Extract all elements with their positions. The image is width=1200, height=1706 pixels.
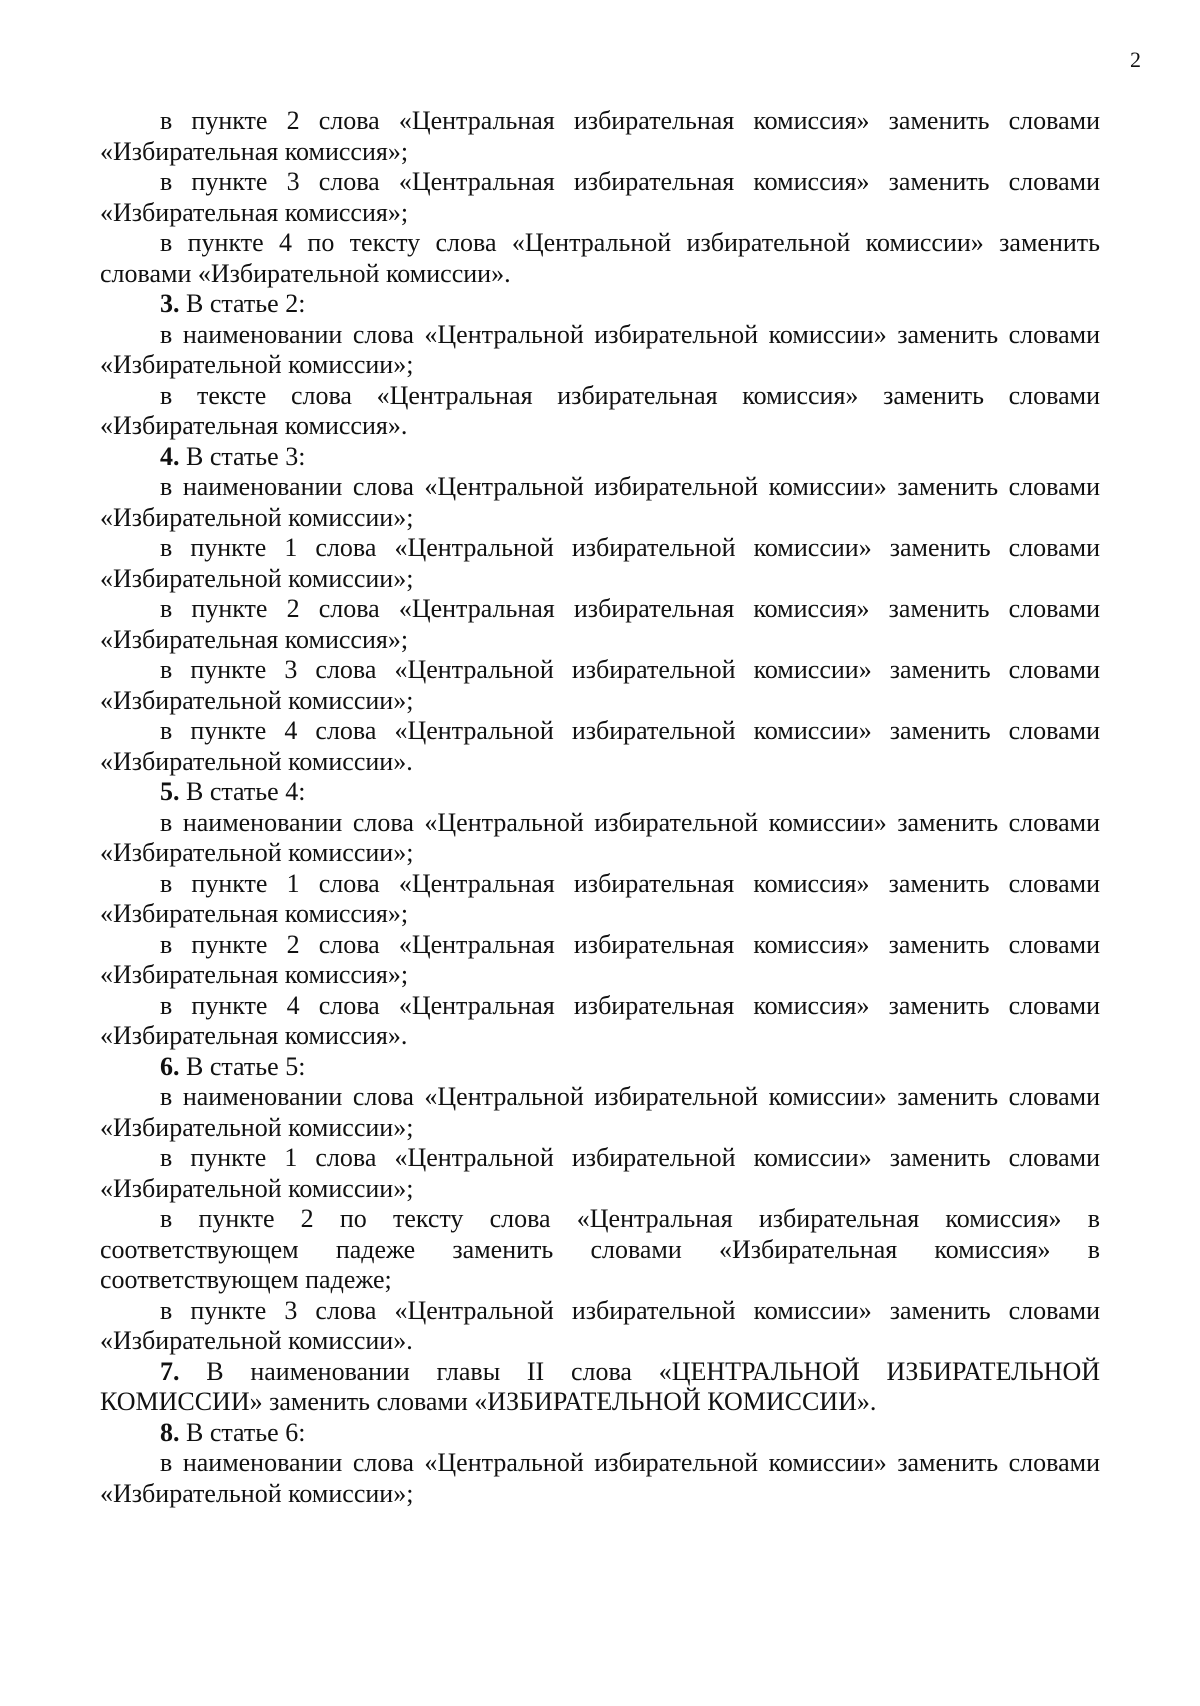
paragraph: в наименовании слова «Центральной избирательной комиссии» заменить словами «Избирательной комиссии»; xyxy=(100,1082,1100,1142)
paragraph: в наименовании слова «Центральной избирательной комиссии» заменить словами «Избирательной комиссии»; xyxy=(100,319,1100,379)
paragraph: в наименовании слова «Центральной избирательной комиссии» заменить словами «Избирательной комиссии»; xyxy=(100,472,1100,532)
paragraph: в пункте 3 слова «Центральной избирательной комиссии» заменить словами «Избирательной комиссии». xyxy=(100,1295,1100,1355)
paragraph: в тексте слова «Центральная избирательная комиссия» заменить словами «Избирательная комиссия». xyxy=(100,380,1100,440)
page-number: 2 xyxy=(1130,47,1141,72)
section-heading: 6. В статье 5: xyxy=(160,1051,306,1081)
paragraph: в пункте 2 слова «Центральная избирательная комиссия» заменить словами «Избирательная комиссия»; xyxy=(100,594,1100,654)
section-number: 3. xyxy=(160,289,180,318)
section-heading: 4. В статье 3: xyxy=(160,441,306,471)
paragraph: в пункте 1 слова «Центральной избирательной комиссии» заменить словами «Избирательной комиссии»; xyxy=(100,1143,1100,1203)
paragraph: в пункте 4 слова «Центральная избирательная комиссия» заменить словами «Избирательная комиссия». xyxy=(100,990,1100,1050)
paragraph: в пункте 4 слова «Центральной избирательной комиссии» заменить словами «Избирательной комиссии». xyxy=(100,716,1100,776)
paragraph: 7. В наименовании главы II слова «ЦЕНТРАЛЬНОЙ ИЗБИРАТЕЛЬНОЙ КОМИССИИ» заменить словами «ИЗБИРАТЕЛЬНОЙ КОМИССИИ». xyxy=(100,1356,1100,1416)
paragraph: в пункте 3 слова «Центральная избирательная комиссия» заменить словами «Избирательная комиссия»; xyxy=(100,167,1100,227)
paragraph: в пункте 1 слова «Центральная избирательная комиссия» заменить словами «Избирательная комиссия»; xyxy=(100,868,1100,928)
document-body xyxy=(100,106,1100,1509)
paragraph: в пункте 2 по тексту слова «Центральная избирательная комиссия» в соответствующем падеже заменить словами «Избирательная комиссия» в соответствующем падеже; xyxy=(100,1204,1100,1294)
paragraph: в пункте 2 слова «Центральная избирательная комиссия» заменить словами «Избирательная комиссия»; xyxy=(100,929,1100,989)
paragraph: в наименовании слова «Центральной избирательной комиссии» заменить словами «Избирательной комиссии»; xyxy=(100,1448,1100,1508)
paragraph: в пункте 3 слова «Центральной избирательной комиссии» заменить словами «Избирательной комиссии»; xyxy=(100,655,1100,715)
section-heading: 8. В статье 6: xyxy=(160,1417,306,1447)
section-heading: 5. В статье 4: xyxy=(160,777,306,806)
section-heading: 3. В статье 2: xyxy=(160,289,306,318)
paragraph: в наименовании слова «Центральной избирательной комиссии» заменить словами «Избирательной комиссии»; xyxy=(100,807,1100,867)
section-number: 8. xyxy=(160,1417,180,1447)
paragraph: в пункте 1 слова «Центральной избирательной комиссии» заменить словами «Избирательной комиссии»; xyxy=(100,533,1100,593)
paragraph: в пункте 4 по тексту слова «Центральной избирательной комиссии» заменить словами «Избирательной комиссии». xyxy=(100,228,1100,288)
section-number: 6. xyxy=(160,1051,180,1081)
section-number: 4. xyxy=(160,441,180,471)
section-number: 7. xyxy=(160,1356,180,1386)
paragraph: в пункте 2 слова «Центральная избирательная комиссия» заменить словами «Избирательная комиссия»; xyxy=(100,106,1100,166)
section-number: 5. xyxy=(160,777,180,806)
